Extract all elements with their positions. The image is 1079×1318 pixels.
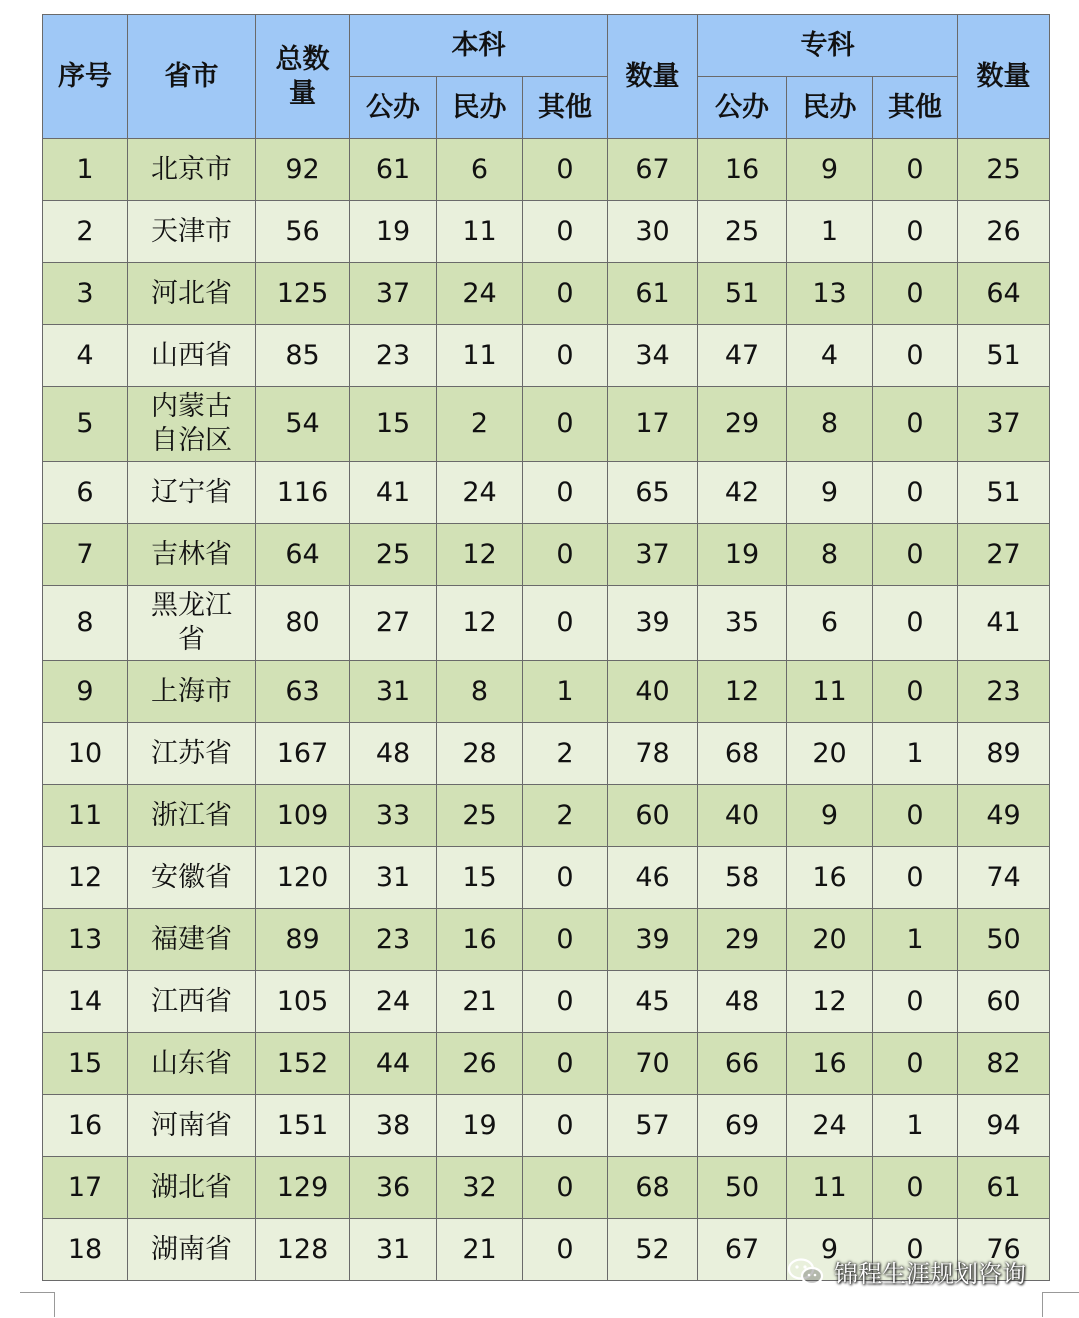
cell-index: 11 (43, 785, 128, 847)
cell-vocational-other: 0 (873, 1033, 958, 1095)
cell-undergrad-other: 0 (523, 139, 608, 201)
cell-vocational-count: 23 (958, 661, 1050, 723)
cell-undergrad-private: 12 (437, 524, 523, 586)
cell-undergrad-other: 0 (523, 586, 608, 661)
cell-vocational-private: 9 (787, 139, 873, 201)
cell-vocational-private: 13 (787, 263, 873, 325)
cell-vocational-count: 64 (958, 263, 1050, 325)
cell-province (128, 785, 256, 847)
cell-index: 15 (43, 1033, 128, 1095)
watermark (786, 1254, 1026, 1289)
cell-vocational-other: 1 (873, 723, 958, 785)
cell-vocational-public: 68 (698, 723, 787, 785)
cell-total: 85 (256, 325, 350, 387)
province-name: 山西省 (151, 339, 232, 371)
cell-undergrad-public: 33 (350, 785, 437, 847)
province-name: 吉林省 (151, 538, 232, 570)
province-name: 河北省 (151, 277, 232, 309)
cell-total: 54 (256, 387, 350, 462)
cell-vocational-public: 50 (698, 1157, 787, 1219)
province-name: 内蒙古 (151, 391, 232, 422)
cell-vocational-other: 0 (873, 387, 958, 462)
table-row (43, 586, 1050, 661)
cell-vocational-private: 9 (787, 785, 873, 847)
cell-undergrad-other: 0 (523, 201, 608, 263)
page-corner-mark-right (1042, 1292, 1079, 1317)
province-name: 辽宁省 (151, 476, 232, 508)
cell-vocational-private: 1 (787, 201, 873, 263)
cell-vocational-count: 49 (958, 785, 1050, 847)
cell-vocational-other: 0 (873, 971, 958, 1033)
cell-index: 12 (43, 847, 128, 909)
cell-undergrad-other: 0 (523, 847, 608, 909)
cell-vocational-public: 40 (698, 785, 787, 847)
cell-total: 80 (256, 586, 350, 661)
cell-vocational-private: 4 (787, 325, 873, 387)
cell-total: 151 (256, 1095, 350, 1157)
cell-vocational-other: 1 (873, 909, 958, 971)
cell-vocational-count: 76 (958, 1219, 1050, 1281)
cell-province (128, 325, 256, 387)
cell-undergrad-public: 48 (350, 723, 437, 785)
cell-total: 109 (256, 785, 350, 847)
cell-undergrad-count: 39 (608, 909, 698, 971)
cell-province (128, 139, 256, 201)
table-row (43, 847, 1050, 909)
cell-total: 63 (256, 661, 350, 723)
cell-vocational-count: 61 (958, 1157, 1050, 1219)
cell-index: 10 (43, 723, 128, 785)
cell-undergrad-private: 32 (437, 1157, 523, 1219)
cell-undergrad-count: 68 (608, 1157, 698, 1219)
cell-index: 16 (43, 1095, 128, 1157)
header-undergrad: 本科 (350, 15, 608, 77)
cell-province (128, 1033, 256, 1095)
cell-index: 8 (43, 586, 128, 661)
province-name: 湖南省 (151, 1233, 232, 1265)
cell-undergrad-public: 38 (350, 1095, 437, 1157)
cell-vocational-public: 42 (698, 462, 787, 524)
cell-undergrad-public: 41 (350, 462, 437, 524)
cell-vocational-public: 47 (698, 325, 787, 387)
cell-undergrad-other: 0 (523, 462, 608, 524)
cell-undergrad-count: 40 (608, 661, 698, 723)
colleges-table (42, 14, 1050, 1281)
cell-province (128, 661, 256, 723)
cell-undergrad-other: 0 (523, 325, 608, 387)
cell-vocational-private: 8 (787, 524, 873, 586)
cell-total: 64 (256, 524, 350, 586)
cell-undergrad-private: 15 (437, 847, 523, 909)
cell-total: 125 (256, 263, 350, 325)
cell-undergrad-private: 6 (437, 139, 523, 201)
cell-index: 13 (43, 909, 128, 971)
cell-undergrad-count: 70 (608, 1033, 698, 1095)
cell-vocational-public: 16 (698, 139, 787, 201)
cell-undergrad-other: 0 (523, 1095, 608, 1157)
cell-undergrad-count: 34 (608, 325, 698, 387)
cell-total: 167 (256, 723, 350, 785)
cell-undergrad-public: 23 (350, 325, 437, 387)
cell-vocational-public: 58 (698, 847, 787, 909)
table-row (43, 201, 1050, 263)
cell-undergrad-private: 26 (437, 1033, 523, 1095)
cell-vocational-other: 0 (873, 847, 958, 909)
wechat-icon (786, 1257, 826, 1287)
cell-undergrad-public: 44 (350, 1033, 437, 1095)
cell-vocational-count: 50 (958, 909, 1050, 971)
cell-undergrad-other: 0 (523, 971, 608, 1033)
cell-province (128, 387, 256, 462)
province-name-line2: 省 (178, 624, 205, 655)
header-vocational-count: 数量 (958, 15, 1050, 139)
cell-undergrad-public: 61 (350, 139, 437, 201)
cell-vocational-other: 0 (873, 1219, 958, 1281)
cell-vocational-private: 6 (787, 586, 873, 661)
cell-vocational-count: 82 (958, 1033, 1050, 1095)
cell-undergrad-count: 30 (608, 201, 698, 263)
cell-index: 18 (43, 1219, 128, 1281)
table-row (43, 524, 1050, 586)
cell-undergrad-other: 1 (523, 661, 608, 723)
cell-province (128, 1157, 256, 1219)
cell-vocational-count: 51 (958, 325, 1050, 387)
cell-vocational-private: 12 (787, 971, 873, 1033)
cell-undergrad-public: 36 (350, 1157, 437, 1219)
cell-province (128, 723, 256, 785)
cell-vocational-private: 11 (787, 1157, 873, 1219)
cell-undergrad-count: 61 (608, 263, 698, 325)
cell-province (128, 1219, 256, 1281)
table-row (43, 1095, 1050, 1157)
cell-total: 120 (256, 847, 350, 909)
cell-undergrad-private: 11 (437, 201, 523, 263)
cell-undergrad-private: 19 (437, 1095, 523, 1157)
cell-vocational-public: 19 (698, 524, 787, 586)
cell-undergrad-private: 25 (437, 785, 523, 847)
cell-undergrad-count: 52 (608, 1219, 698, 1281)
province-name-line2: 自治区 (151, 425, 232, 456)
cell-vocational-public: 67 (698, 1219, 787, 1281)
cell-vocational-public: 35 (698, 586, 787, 661)
cell-undergrad-other: 0 (523, 909, 608, 971)
cell-vocational-public: 66 (698, 1033, 787, 1095)
cell-index: 1 (43, 139, 128, 201)
cell-undergrad-private: 21 (437, 971, 523, 1033)
cell-province (128, 586, 256, 661)
header-undergrad-count: 数量 (608, 15, 698, 139)
cell-undergrad-private: 2 (437, 387, 523, 462)
table-row (43, 1033, 1050, 1095)
cell-index: 17 (43, 1157, 128, 1219)
province-name: 北京市 (151, 153, 232, 185)
cell-undergrad-public: 31 (350, 661, 437, 723)
cell-undergrad-public: 31 (350, 847, 437, 909)
cell-vocational-count: 89 (958, 723, 1050, 785)
cell-vocational-other: 0 (873, 586, 958, 661)
cell-undergrad-private: 24 (437, 263, 523, 325)
cell-undergrad-other: 2 (523, 723, 608, 785)
cell-undergrad-private: 21 (437, 1219, 523, 1281)
cell-vocational-count: 25 (958, 139, 1050, 201)
header-vocational-other: 其他 (873, 77, 958, 139)
cell-undergrad-public: 37 (350, 263, 437, 325)
cell-undergrad-public: 24 (350, 971, 437, 1033)
cell-undergrad-count: 39 (608, 586, 698, 661)
table-row (43, 723, 1050, 785)
cell-vocational-other: 0 (873, 661, 958, 723)
table-row (43, 785, 1050, 847)
header-province: 省市 (128, 15, 256, 139)
cell-vocational-count: 26 (958, 201, 1050, 263)
table-row (43, 387, 1050, 462)
cell-vocational-other: 0 (873, 201, 958, 263)
cell-province (128, 462, 256, 524)
table-row (43, 1157, 1050, 1219)
cell-undergrad-other: 0 (523, 263, 608, 325)
cell-undergrad-count: 78 (608, 723, 698, 785)
cell-vocational-count: 27 (958, 524, 1050, 586)
cell-vocational-private: 16 (787, 1033, 873, 1095)
cell-undergrad-private: 12 (437, 586, 523, 661)
header-total (256, 15, 350, 139)
cell-vocational-private: 9 (787, 462, 873, 524)
table-row (43, 139, 1050, 201)
cell-vocational-public: 12 (698, 661, 787, 723)
cell-undergrad-other: 0 (523, 1157, 608, 1219)
province-name: 江西省 (151, 985, 232, 1017)
cell-total: 56 (256, 201, 350, 263)
cell-undergrad-public: 23 (350, 909, 437, 971)
province-name: 河南省 (151, 1109, 232, 1141)
province-name: 安徽省 (151, 861, 232, 893)
province-name: 湖北省 (151, 1171, 232, 1203)
cell-undergrad-private: 16 (437, 909, 523, 971)
header-undergrad-other: 其他 (523, 77, 608, 139)
cell-total: 129 (256, 1157, 350, 1219)
cell-undergrad-other: 0 (523, 1219, 608, 1281)
cell-undergrad-private: 11 (437, 325, 523, 387)
cell-vocational-other: 0 (873, 1157, 958, 1219)
cell-undergrad-other: 0 (523, 524, 608, 586)
cell-vocational-public: 29 (698, 909, 787, 971)
cell-vocational-count: 37 (958, 387, 1050, 462)
cell-undergrad-count: 67 (608, 139, 698, 201)
cell-total: 116 (256, 462, 350, 524)
cell-undergrad-count: 17 (608, 387, 698, 462)
cell-total: 152 (256, 1033, 350, 1095)
province-name: 天津市 (151, 215, 232, 247)
table-row (43, 909, 1050, 971)
cell-undergrad-public: 19 (350, 201, 437, 263)
province-name: 福建省 (151, 923, 232, 955)
header-vocational-private: 民办 (787, 77, 873, 139)
province-name: 浙江省 (151, 799, 232, 831)
cell-vocational-private: 20 (787, 909, 873, 971)
cell-undergrad-public: 15 (350, 387, 437, 462)
header-vocational-public: 公办 (698, 77, 787, 139)
cell-undergrad-count: 46 (608, 847, 698, 909)
header-index: 序号 (43, 15, 128, 139)
province-name: 江苏省 (151, 737, 232, 769)
cell-undergrad-private: 28 (437, 723, 523, 785)
cell-vocational-public: 48 (698, 971, 787, 1033)
cell-index: 4 (43, 325, 128, 387)
header-undergrad-public: 公办 (350, 77, 437, 139)
table-header (43, 15, 1050, 139)
cell-vocational-other: 0 (873, 325, 958, 387)
cell-undergrad-other: 2 (523, 785, 608, 847)
cell-undergrad-private: 24 (437, 462, 523, 524)
page-corner-mark-left (20, 1292, 55, 1317)
cell-index: 3 (43, 263, 128, 325)
table-row (43, 661, 1050, 723)
cell-vocational-count: 60 (958, 971, 1050, 1033)
cell-vocational-other: 0 (873, 462, 958, 524)
cell-vocational-other: 0 (873, 263, 958, 325)
cell-vocational-public: 29 (698, 387, 787, 462)
province-name: 黑龙江 (151, 590, 232, 621)
cell-index: 9 (43, 661, 128, 723)
cell-vocational-other: 0 (873, 139, 958, 201)
cell-vocational-count: 41 (958, 586, 1050, 661)
cell-index: 14 (43, 971, 128, 1033)
header-total-text: 总数量 (275, 43, 330, 109)
table-row (43, 971, 1050, 1033)
cell-province (128, 909, 256, 971)
cell-vocational-public: 25 (698, 201, 787, 263)
cell-undergrad-private: 8 (437, 661, 523, 723)
watermark-text: 锦程生涯规划咨询 (834, 1260, 1026, 1288)
cell-vocational-count: 74 (958, 847, 1050, 909)
province-name: 上海市 (151, 675, 232, 707)
cell-vocational-private: 24 (787, 1095, 873, 1157)
cell-undergrad-public: 25 (350, 524, 437, 586)
table-row (43, 325, 1050, 387)
table-row (43, 263, 1050, 325)
cell-undergrad-count: 45 (608, 971, 698, 1033)
cell-vocational-count: 94 (958, 1095, 1050, 1157)
cell-undergrad-count: 57 (608, 1095, 698, 1157)
cell-index: 5 (43, 387, 128, 462)
cell-vocational-public: 69 (698, 1095, 787, 1157)
cell-vocational-private: 16 (787, 847, 873, 909)
cell-total: 105 (256, 971, 350, 1033)
cell-undergrad-public: 27 (350, 586, 437, 661)
cell-undergrad-count: 65 (608, 462, 698, 524)
cell-undergrad-public: 31 (350, 1219, 437, 1281)
cell-vocational-count: 51 (958, 462, 1050, 524)
cell-index: 7 (43, 524, 128, 586)
cell-province (128, 1095, 256, 1157)
cell-vocational-private: 20 (787, 723, 873, 785)
table-row (43, 462, 1050, 524)
cell-vocational-private: 9 (787, 1219, 873, 1281)
table-body (43, 139, 1050, 1281)
province-name: 山东省 (151, 1047, 232, 1079)
cell-index: 2 (43, 201, 128, 263)
cell-province (128, 263, 256, 325)
cell-vocational-other: 0 (873, 524, 958, 586)
cell-undergrad-other: 0 (523, 387, 608, 462)
cell-undergrad-count: 60 (608, 785, 698, 847)
cell-province (128, 971, 256, 1033)
cell-total: 89 (256, 909, 350, 971)
cell-total: 92 (256, 139, 350, 201)
cell-province (128, 524, 256, 586)
cell-undergrad-count: 37 (608, 524, 698, 586)
cell-total: 128 (256, 1219, 350, 1281)
header-vocational: 专科 (698, 15, 958, 77)
cell-province (128, 847, 256, 909)
cell-vocational-other: 1 (873, 1095, 958, 1157)
cell-index: 6 (43, 462, 128, 524)
header-undergrad-private: 民办 (437, 77, 523, 139)
cell-vocational-other: 0 (873, 785, 958, 847)
cell-province (128, 201, 256, 263)
cell-undergrad-other: 0 (523, 1033, 608, 1095)
cell-vocational-private: 8 (787, 387, 873, 462)
cell-vocational-private: 11 (787, 661, 873, 723)
cell-vocational-public: 51 (698, 263, 787, 325)
